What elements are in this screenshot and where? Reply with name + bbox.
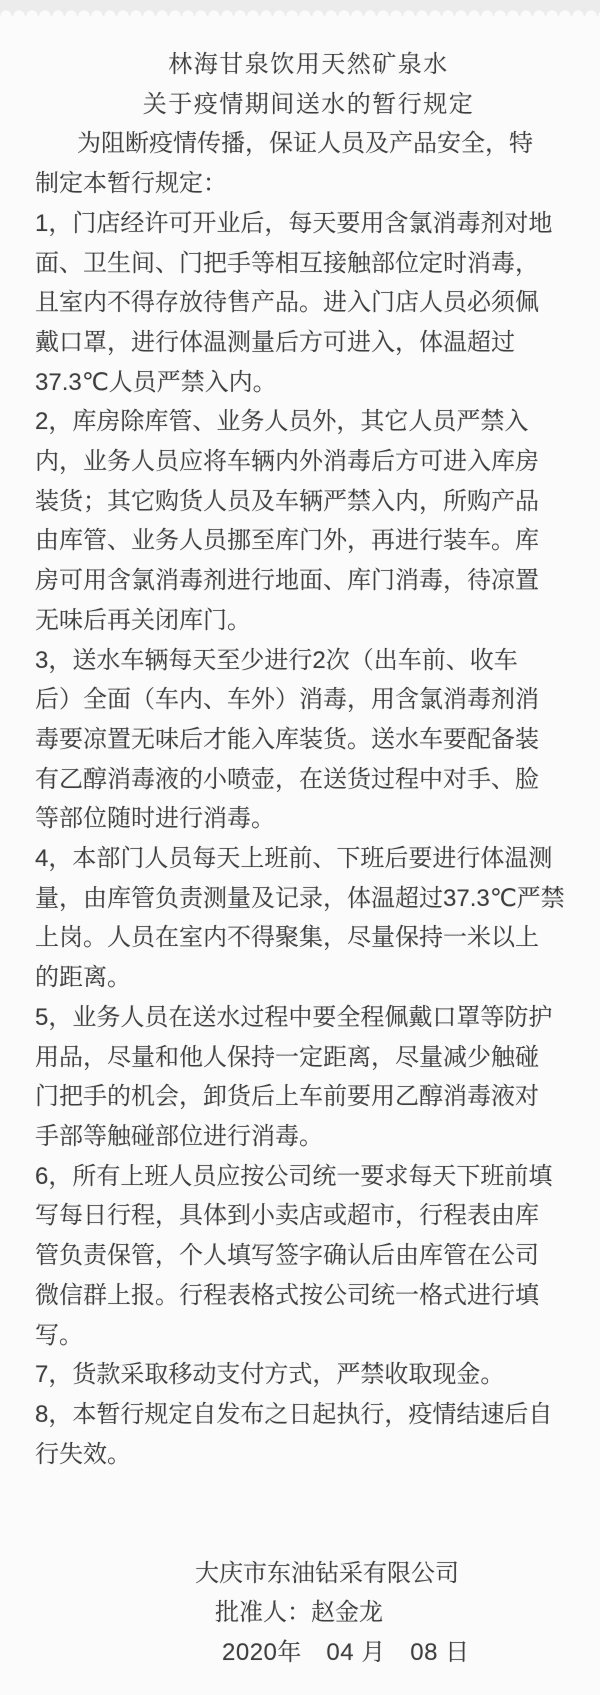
document-text-line: 2，库房除库管、业务人员外，其它人员严禁入	[35, 408, 529, 436]
document-text-line: 制定本暂行规定：	[35, 170, 227, 198]
document-text-line: 量，由库管负责测量及记录，体温超过37.3℃严禁	[35, 884, 565, 912]
footer-date-line: 2020年 04 月 08 日	[222, 1639, 470, 1667]
document-text-line: 1，门店经许可开业后，每天要用含氯消毒剂对地	[35, 209, 553, 237]
torn-paper-scallops	[0, 9, 600, 16]
document-text-line: 面、卫生间、门把手等相互接触部位定时消毒，	[35, 249, 539, 277]
document-text-line: 内，业务人员应将车辆内外消毒后方可进入库房	[35, 448, 539, 476]
document-text-line: 且室内不得存放待售产品。进入门店人员必须佩	[35, 289, 539, 317]
document-text-line: 等部位随时进行消毒。	[35, 805, 275, 833]
torn-paper-edge	[0, 0, 600, 9]
document-text-line: 7，货款采取移动支付方式，严禁收取现金。	[35, 1361, 505, 1389]
document-text-line: 4，本部门人员每天上班前、下班后要进行体温测	[35, 845, 553, 873]
footer-company-line: 大庆市东油钻采有限公司	[195, 1559, 459, 1587]
document-text-line: 行失效。	[35, 1440, 131, 1468]
footer-approver-line: 批准人：赵金龙	[215, 1599, 383, 1627]
document-text-line: 为阻断疫情传播，保证人员及产品安全，特	[77, 130, 533, 158]
document-text-line: 的距离。	[35, 964, 131, 992]
document-text-line: 门把手的机会，卸货后上车前要用乙醇消毒液对	[35, 1083, 539, 1111]
document-text-line: 上岗。人员在室内不得聚集，尽量保持一米以上	[35, 924, 539, 952]
document-text-line: 8，本暂行规定自发布之日起执行，疫情结速后自	[35, 1400, 553, 1428]
document-text-line: 5，业务人员在送水过程中要全程佩戴口罩等防护	[35, 1003, 553, 1031]
document-text-line: 房可用含氯消毒剂进行地面、库门消毒，待凉置	[35, 567, 539, 595]
document-text-line: 管负责保管，个人填写签字确认后由库管在公司	[35, 1242, 539, 1270]
blank-line	[35, 1514, 582, 1554]
document-text-line: 无味后再关闭库门。	[35, 606, 251, 634]
document-text-line: 写。	[35, 1321, 83, 1349]
document-text-line: 戴口罩，进行体温测量后方可进入，体温超过	[35, 328, 515, 356]
document-text-line: 微信群上报。行程表格式按公司统一格式进行填	[35, 1281, 539, 1309]
document-text-line: 由库管、业务人员挪至库门外，再进行装车。库	[35, 527, 539, 555]
document-text-line: 37.3℃人员严禁入内。	[35, 368, 277, 396]
document-title-line: 林海甘泉饮用天然矿泉水	[168, 51, 449, 78]
document-text-line: 写每日行程，具体到小卖店或超市，行程表由库	[35, 1202, 539, 1230]
document-title-line: 关于疫情期间送水的暂行规定	[142, 90, 475, 118]
document-text-line: 装货；其它购货人员及车辆严禁入内，所购产品	[35, 487, 539, 515]
document-text-line: 3，送水车辆每天至少进行2次（出车前、收车	[35, 646, 518, 674]
document-text-line: 毒要凉置无味后才能入库装货。送水车要配备装	[35, 725, 539, 753]
document-text-line: 有乙醇消毒液的小喷壶，在送货过程中对手、脸	[35, 765, 539, 793]
document-body	[0, 16, 600, 1673]
document-text-line: 6，所有上班人员应按公司统一要求每天下班前填	[35, 1162, 553, 1190]
document-text-line: 手部等触碰部位进行消毒。	[35, 1122, 323, 1150]
blank-line	[35, 1474, 582, 1514]
document-text-line: 后）全面（车内、车外）消毒，用含氯消毒剂消	[35, 686, 539, 714]
document-text-line: 用品，尽量和他人保持一定距离，尽量减少触碰	[35, 1043, 539, 1071]
